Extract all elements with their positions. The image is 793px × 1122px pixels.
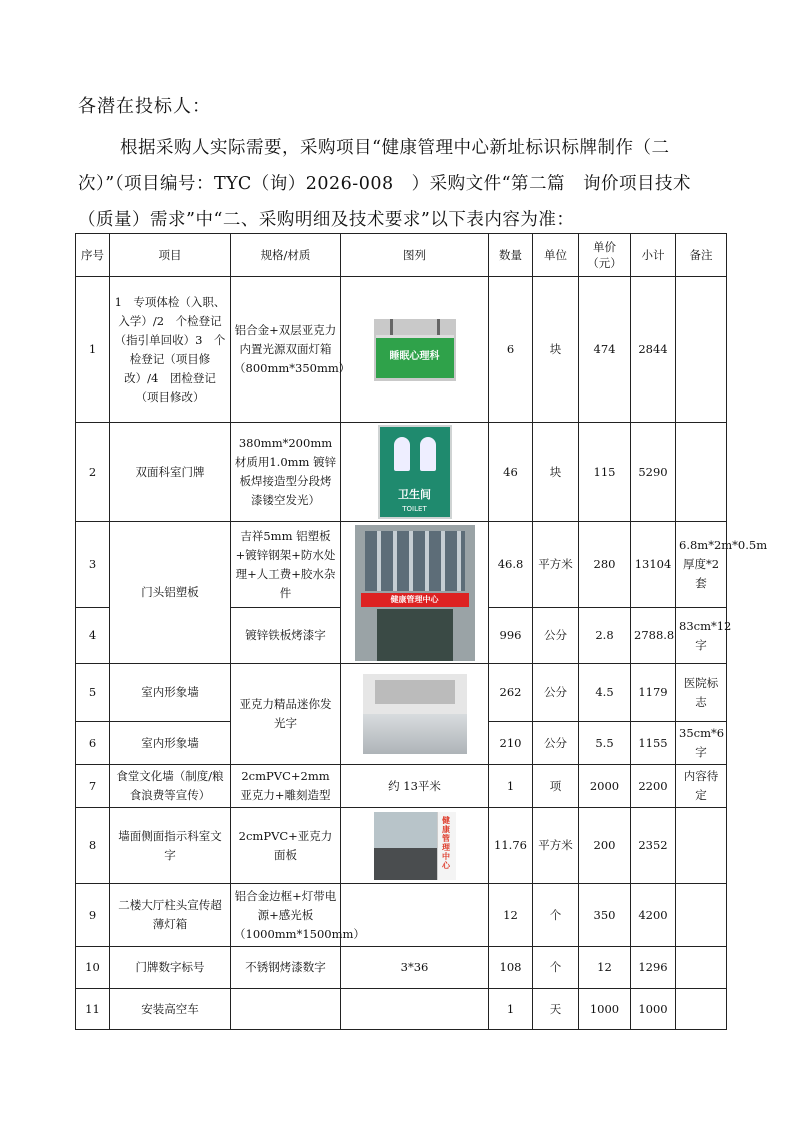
cell-price: 115 xyxy=(579,423,631,522)
cell-note: 35cm*6字 xyxy=(676,722,727,765)
cell-subtotal: 4200 xyxy=(631,884,676,947)
cell-note: 医院标志 xyxy=(676,664,727,722)
cell-spec: 380mm*200mm 材质用1.0mm 镀锌板焊接造型分段烤漆镂空发光） xyxy=(231,423,341,522)
header-qty: 数量 xyxy=(489,234,533,277)
cell-image: 约 13平米 xyxy=(341,765,489,808)
cell-price: 12 xyxy=(579,947,631,989)
wall-sign-photo xyxy=(374,812,456,880)
cell-no: 2 xyxy=(76,423,110,522)
intro-paragraph xyxy=(78,130,718,238)
hanging-sign-text: 睡眠心理科 xyxy=(389,350,440,362)
cell-subtotal: 2200 xyxy=(631,765,676,808)
cell-unit: 公分 xyxy=(533,608,579,664)
table-row xyxy=(76,522,727,608)
cell-price: 2.8 xyxy=(579,608,631,664)
cell-price: 5.5 xyxy=(579,722,631,765)
cell-note: 内容待定 xyxy=(676,765,727,808)
toilet-sign-subtext: TOILET xyxy=(402,505,427,513)
cell-item: 室内形象墙 xyxy=(110,664,231,722)
header-spec: 规格/材质 xyxy=(231,234,341,277)
cell-no: 10 xyxy=(76,947,110,989)
header-image: 图列 xyxy=(341,234,489,277)
cell-spec: 不锈钢烤漆数字 xyxy=(231,947,341,989)
cell-no: 9 xyxy=(76,884,110,947)
cell-qty: 46.8 xyxy=(489,522,533,608)
cell-spec: 镀锌铁板烤漆字 xyxy=(231,608,341,664)
cell-unit: 块 xyxy=(533,277,579,423)
header-subtotal: 小计 xyxy=(631,234,676,277)
cell-no: 8 xyxy=(76,808,110,884)
cell-spec xyxy=(231,989,341,1030)
toilet-sign-text: 卫生间 xyxy=(398,488,431,501)
cell-no: 4 xyxy=(76,608,110,664)
cell-price: 350 xyxy=(579,884,631,947)
cell-spec: 吉祥5mm 铝塑板+镀锌钢架+防水处理+人工费+胶水杂件 xyxy=(231,522,341,608)
cell-image xyxy=(341,522,489,664)
cell-price: 2000 xyxy=(579,765,631,808)
table-row xyxy=(76,664,727,722)
hanging-sign-image xyxy=(374,319,456,381)
header-price: 单价（元） xyxy=(579,234,631,277)
cell-unit: 个 xyxy=(533,947,579,989)
cell-unit: 公分 xyxy=(533,722,579,765)
cell-unit: 天 xyxy=(533,989,579,1030)
cell-image xyxy=(341,808,489,884)
cell-image xyxy=(341,277,489,423)
cell-no: 3 xyxy=(76,522,110,608)
cell-item: 二楼大厅柱头宣传超薄灯箱 xyxy=(110,884,231,947)
cell-qty: 11.76 xyxy=(489,808,533,884)
cell-item: 室内形象墙 xyxy=(110,722,231,765)
cell-qty: 46 xyxy=(489,423,533,522)
table-header-row xyxy=(76,234,727,277)
cell-item: 墙面侧面指示科室文字 xyxy=(110,808,231,884)
cell-image xyxy=(341,989,489,1030)
cell-spec: 铝合金+双层亚克力内置光源双面灯箱（800mm*350mm） xyxy=(231,277,341,423)
cell-note xyxy=(676,989,727,1030)
cell-item: 安装高空车 xyxy=(110,989,231,1030)
cell-note xyxy=(676,947,727,989)
cell-item: 双面科室门牌 xyxy=(110,423,231,522)
cell-subtotal: 1179 xyxy=(631,664,676,722)
cell-note: 6.8m*2m*0.5m 厚度*2套 xyxy=(676,522,727,608)
cell-note xyxy=(676,277,727,423)
cell-subtotal: 2844 xyxy=(631,277,676,423)
vertical-sign-text: 健康管理中心 xyxy=(442,815,450,870)
cell-no: 5 xyxy=(76,664,110,722)
cell-no: 1 xyxy=(76,277,110,423)
header-note: 备注 xyxy=(676,234,727,277)
cell-qty: 6 xyxy=(489,277,533,423)
cell-subtotal: 2788.8 xyxy=(631,608,676,664)
cell-spec: 铝合金边框+灯带电源+感光板（1000mm*1500mm） xyxy=(231,884,341,947)
header-no: 序号 xyxy=(76,234,110,277)
cell-no: 7 xyxy=(76,765,110,808)
image-wall-photo xyxy=(363,674,467,754)
cell-qty: 262 xyxy=(489,664,533,722)
cell-no: 11 xyxy=(76,989,110,1030)
cell-subtotal: 1296 xyxy=(631,947,676,989)
cell-price: 474 xyxy=(579,277,631,423)
cell-spec: 2cmPVC+亚克力面板 xyxy=(231,808,341,884)
cell-price: 4.5 xyxy=(579,664,631,722)
table-row xyxy=(76,765,727,808)
table-row xyxy=(76,989,727,1030)
cell-item: 门头铝塑板 xyxy=(110,522,231,664)
table-row xyxy=(76,277,727,423)
cell-spec: 2cmPVC+2mm 亚克力+雕刻造型 xyxy=(231,765,341,808)
cell-item: 门牌数字标号 xyxy=(110,947,231,989)
cell-subtotal: 1155 xyxy=(631,722,676,765)
cell-item: 食堂文化墙（制度/粮食浪费等宣传） xyxy=(110,765,231,808)
intro-line-1: 根据采购人实际需要，采购项目“健康管理中心新址标识标牌制作（二 xyxy=(120,138,670,158)
toilet-sign-image xyxy=(378,425,452,519)
cell-image xyxy=(341,664,489,765)
greeting: 各潜在投标人： xyxy=(78,96,211,117)
header-unit: 单位 xyxy=(533,234,579,277)
cell-unit: 平方米 xyxy=(533,808,579,884)
cell-qty: 996 xyxy=(489,608,533,664)
cell-unit: 个 xyxy=(533,884,579,947)
table-row xyxy=(76,808,727,884)
cell-note xyxy=(676,884,727,947)
cell-qty: 1 xyxy=(489,989,533,1030)
cell-image: 3*36 xyxy=(341,947,489,989)
cell-qty: 1 xyxy=(489,765,533,808)
cell-price: 200 xyxy=(579,808,631,884)
cell-spec: 亚克力精品迷你发光字 xyxy=(231,664,341,765)
cell-note xyxy=(676,808,727,884)
cell-price: 280 xyxy=(579,522,631,608)
cell-subtotal: 2352 xyxy=(631,808,676,884)
cell-unit: 公分 xyxy=(533,664,579,722)
storefront-photo xyxy=(355,525,475,661)
table-row xyxy=(76,947,727,989)
cell-subtotal: 1000 xyxy=(631,989,676,1030)
header-item: 项目 xyxy=(110,234,231,277)
cell-subtotal: 13104 xyxy=(631,522,676,608)
cell-image xyxy=(341,423,489,522)
cell-price: 1000 xyxy=(579,989,631,1030)
cell-unit: 块 xyxy=(533,423,579,522)
cell-no: 6 xyxy=(76,722,110,765)
intro-line-2: 次）”（项目编号：TYC（询）2026-008 ）采购文件“第二篇 询价项目技术 xyxy=(78,174,692,194)
cell-item: 1 专项体检（入职、入学）/2 个检登记（指引单回收）3 个检登记（项目修改）/4 团检登记（项目修改） xyxy=(110,277,231,423)
cell-unit: 项 xyxy=(533,765,579,808)
table-row xyxy=(76,884,727,947)
cell-qty: 108 xyxy=(489,947,533,989)
cell-qty: 210 xyxy=(489,722,533,765)
storefront-sign-text: 健康管理中心 xyxy=(361,593,469,607)
table-row xyxy=(76,423,727,522)
cell-note: 83cm*12字 xyxy=(676,608,727,664)
cell-unit: 平方米 xyxy=(533,522,579,608)
procurement-table xyxy=(75,233,768,1030)
cell-qty: 12 xyxy=(489,884,533,947)
cell-note xyxy=(676,423,727,522)
intro-line-3: （质量）需求”中“二、采购明细及技术要求”以下表内容为准： xyxy=(78,210,575,230)
cell-subtotal: 5290 xyxy=(631,423,676,522)
